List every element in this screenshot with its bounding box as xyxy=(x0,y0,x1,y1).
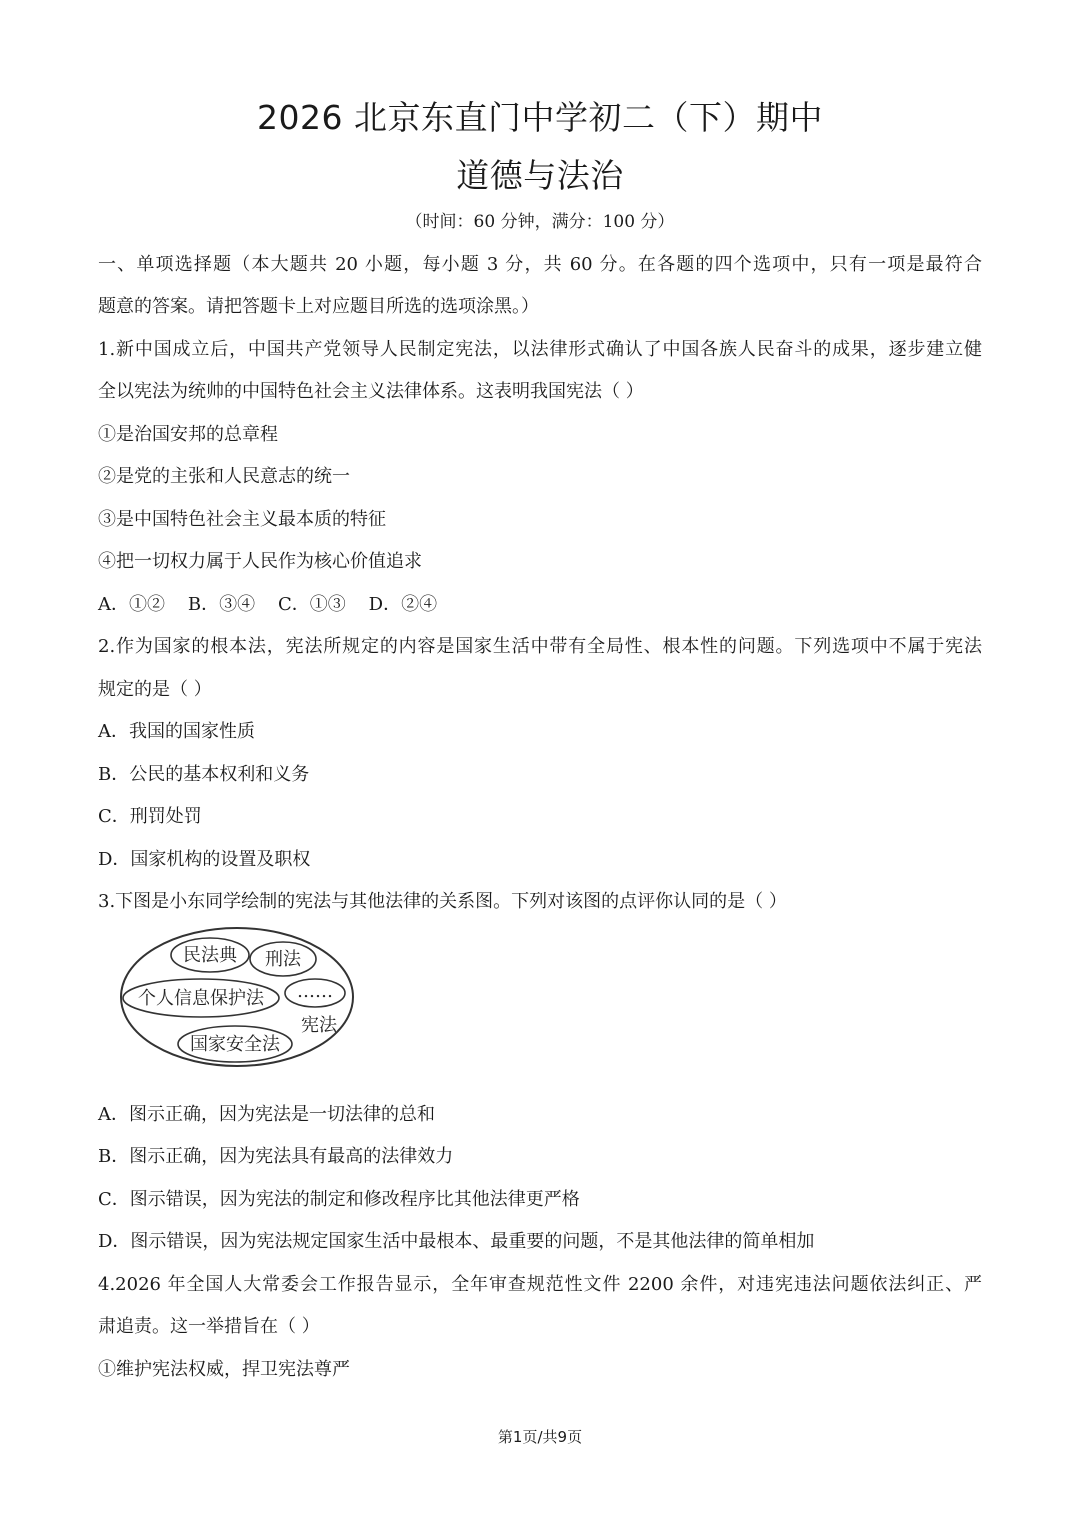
question-3-option-c: C．图示错误，因为宪法的制定和修改程序比其他法律更严格 xyxy=(98,1189,580,1210)
question-1-statement: ③是中国特色社会主义最本质的特征 xyxy=(98,509,386,530)
question-2-option-c: C．刑罚处罚 xyxy=(98,806,202,827)
question-2-option-d: D．国家机构的设置及职权 xyxy=(98,849,311,870)
section-instruction: 一、单项选择题（本大题共 20 小题，每小题 3 分，共 60 分。在各题的四个选项中，只有一项是最符合 xyxy=(98,254,982,275)
question-4-stem: 4.2026 年全国人大常委会工作报告显示，全年审查规范性文件 2200 余件，对违宪违法问题依法纠正、严 xyxy=(98,1274,982,1295)
question-3-option-d: D．图示错误，因为宪法规定国家生活中最根本、最重要的问题，不是其他法律的简单相加 xyxy=(98,1231,815,1252)
question-2-option-a: A．我国的国家性质 xyxy=(98,721,255,742)
question-2-option-b: B．公民的基本权利和义务 xyxy=(98,764,310,785)
question-2-stem-cont: 规定的是（ ） xyxy=(98,679,212,700)
question-1-statement: ①是治国安邦的总章程 xyxy=(98,424,278,445)
diagram-label-civil-code: 民法典 xyxy=(183,945,237,966)
question-3-stem: 3.下图是小东同学绘制的宪法与其他法律的关系图。下列对该图的点评你认同的是（ ） xyxy=(98,891,787,912)
question-1-stem-cont: 全以宪法为统帅的中国特色社会主义法律体系。这表明我国宪法（ ） xyxy=(98,381,644,402)
question-4-stem-cont: 肃追责。这一举措旨在（ ） xyxy=(98,1316,320,1337)
question-1-statement: ④把一切权力属于人民作为核心价值追求 xyxy=(98,551,422,572)
question-3-option-b: B．图示正确，因为宪法具有最高的法律效力 xyxy=(98,1146,454,1167)
diagram-label-criminal-law: 刑法 xyxy=(265,949,301,970)
exam-info: （时间：60 分钟，满分：100 分） xyxy=(405,212,675,232)
diagram-label-national-security-law: 国家安全法 xyxy=(190,1034,280,1055)
question-3-option-a: A．图示正确，因为宪法是一切法律的总和 xyxy=(98,1104,435,1125)
question-1-statement: ②是党的主张和人民意志的统一 xyxy=(98,466,350,487)
question-4-statement: ①维护宪法权威，捍卫宪法尊严 xyxy=(98,1359,350,1380)
page-number: 第1页/共9页 xyxy=(497,1428,583,1446)
subject-title: 道德与法治 xyxy=(456,156,624,195)
exam-title: 2026 北京东直门中学初二（下）期中 xyxy=(257,98,823,137)
section-instruction-cont: 题意的答案。请把答题卡上对应题目所选的选项涂黑。） xyxy=(98,296,539,317)
question-1-stem: 1.新中国成立后，中国共产党领导人民制定宪法，以法律形式确认了中国各族人民奋斗的成果，逐步建立健 xyxy=(98,339,982,360)
constitution-law-diagram xyxy=(118,925,358,1070)
question-1-options: A．①② B．③④ C．①③ D．②④ xyxy=(98,594,438,615)
diagram-label-constitution: 宪法 xyxy=(301,1015,337,1036)
question-2-stem: 2.作为国家的根本法，宪法所规定的内容是国家生活中带有全局性、根本性的问题。下列选项中不属于宪法 xyxy=(98,636,982,657)
diagram-label-etc: …… xyxy=(297,981,333,1002)
diagram-label-personal-info-law: 个人信息保护法 xyxy=(138,988,264,1009)
